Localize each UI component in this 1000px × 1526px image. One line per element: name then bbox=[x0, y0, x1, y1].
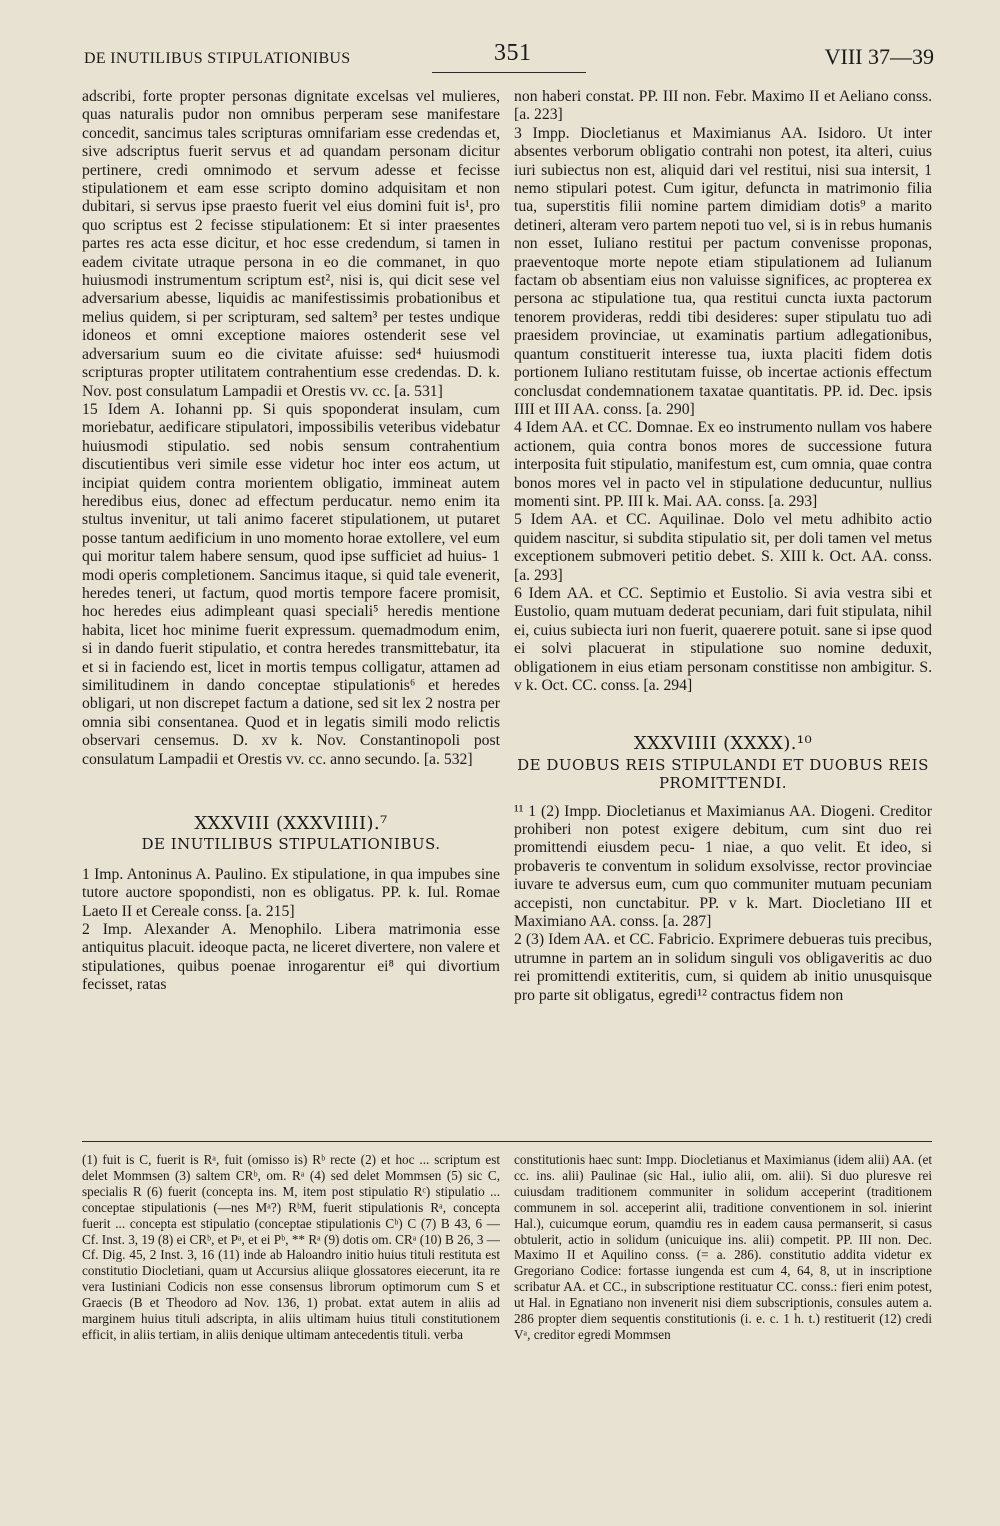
paragraph: non haberi constat. PP. III non. Febr. Maximo II et Aeliano conss. [a. 223] bbox=[514, 88, 932, 124]
left-column bbox=[82, 88, 500, 995]
paragraph: ¹¹ 1 (2) Impp. Diocletianus et Maximianus AA. Diogeni. Creditor prohiberi non potest exigere debitum, cum sint duo rei promittendi eiusdem pecu- 1 niae, a quo velit. Et ideo, si probaveris te conventum in solidum exsolvisse, rector provinciae iuvare te adversus eum, cum quo communiter mutuam pecuniam accepisti, non cunctabitur. PP. v k. Mart. Diocletiano III et Maximiano AA. conss. [a. 287] bbox=[514, 802, 932, 931]
page-number: 351 bbox=[494, 40, 532, 66]
section-subtitle: DE INUTILIBUS STIPULATIONIBUS. bbox=[141, 835, 441, 854]
paragraph: 15 Idem A. Iohanni pp. Si quis spoponderat insulam, cum moriebatur, aedificare stipulatori, impossibilis veteribus videbatur huiusmodi stipulatio. sed nobis sensum contrahentium discutientibus veri simile esse videtur hoc inter eos actum, ut incipiat quidem contra morientem obligatio, immineat autem heredibus eius, donec ad effectum perducatur. nemo enim ita stultus invenitur, ut tali animo faceret stipulationem, ut putaret posse tantum aedificium in uno momento horae extollere, vel eum qui moritur talem habere sensum, quod ipse sufficiet ad huius- 1 modi operis completionem. Sancimus itaque, si quid tale evenerit, heredes teneri, ut factum, quod mortis tempore facere promisit, hoc heredes eius adimpleant quasi speciali⁵ heredis mentione habita, licet hoc minime fuerit expressum. quemadmodum enim, si in dando fuerit stipulatio, et contra heredes transmittebatur, ita et si in faciendo est, licet in mortis tempus colligatur, attamen ad similitudinem in dando conceptae stipulationis⁶ et heredes obligari, ut non discrepet factum a datione, sed sit lex 2 nostra per omnia sibi consentanea. Quod et in legatis simili modo relictis observari censemus. D. xv k. Nov. Constantinopoli post consulatum Lampadii et Orestis vv. cc. anno secundo. [a. 532] bbox=[82, 400, 500, 768]
section-heading bbox=[82, 815, 500, 854]
paragraph: 4 Idem AA. et CC. Domnae. Ex eo instrumento nullam vos habere actionem, quia contra bonos mores de successione futura interposita fuit stipulatio, manifestum est, cum omnia, quae contra bonos mores vel in pacto vel in stipulatione deducuntur, nullius momenti sint. PP. III k. Mai. AA. conss. [a. 293] bbox=[514, 419, 932, 510]
section-title: XXXVIII (XXXVIIII).⁷ bbox=[194, 813, 388, 835]
paragraph: 2 (3) Idem AA. et CC. Fabricio. Exprimere debueras tuis precibus, utrumne in partem an in solidum singuli vos obligaveritis ac duo rei promittendi extiteritis, cum, si quidem ab initio unusquisque pro parte sit obligatus, egredi¹² contractus fidem non bbox=[514, 931, 932, 1004]
paragraph: 1 Imp. Antoninus A. Paulino. Ex stipulatione, in qua impubes sine tutore auctore spopondisti, non es obligatus. PP. k. Iul. Romae Laeto II et Cereale conss. [a. 215] bbox=[82, 865, 500, 920]
section-subtitle: DE DUOBUS REIS STIPULANDI ET DUOBUS REIS PROMITTENDI. bbox=[517, 755, 929, 793]
section-heading bbox=[514, 735, 932, 792]
footnotes-right: constitutionis haec sunt: Impp. Diocletianus et Maximianus (idem alii) AA. (et cc. ins. alii) Paulinae (sic Hal., iulio alii, om. alii). Si duo pluresve rei cuiusdam traditionem communiter in solidum acceperint (traditionem communem in sol. acceperint alii, traditione conventionem in sol. inierint Hal.), cuicumque eorum, quamdiu res in eadem causa permanserit, si casus obtulerit, actio in solidum (unicuique ins. alii) competit. PP. III non. Dec. Maximo II et Aquilino conss. (= a. 286). constitutio addita videtur ex Gregoriano Codice: fortasse iungenda est cum 4, 64, 8, ut in inscriptione scribatur AA. et CC., in subscriptione restituatur CC. conss.: fieri enim potest, ut Hal. in Egnatiano non invenerit nisi diem subscriptionis, consules autem a. 286 propter diem sequentis constitutionis (i. e. c. 1 h. t.) restituerit (12) credi Vᵃ, creditor egredi Mommsen bbox=[514, 1152, 932, 1342]
paragraph: adscribi, forte propter personas dignitate excelsas vel mulieres, quas naturalis pudor non omnibus perperam sese manifestare concedit, sancimus tales scripturas omnifariam esse credendas et, sive adscriptus fuerit servus et ad quandam personam dicitur pertinere, credi omnimodo et servum adesse et fecisse stipulationem et eam esse scripto domino adquisitam et non dubitari, si servus ipse praesto fuerit vel eius domini fuit is¹, pro quo scriptus est 2 fecisse stipulationem: Et si inter praesentes partes res acta esse dicitur, et hoc esse credendum, si tamen in eadem civitate utraque persona in eo die commanet, in quo huiusmodi instrumentum scriptum est², nisi is, qui dicit sese vel adversarium abesse, liquidis ac manifestissimis probationibus et melius quidem, si per scripturam, sed saltem³ per testes undique idoneos et omni exceptione maiores ostenderit sese vel adversarium suum eo die civitate afuisse: sed⁴ huiusmodi scripturas propter utilitatem contrahentium esse credendas. D. k. Nov. post consulatum Lampadii et Orestis vv. cc. [a. 531] bbox=[82, 88, 500, 400]
footnotes-left: (1) fuit is C, fuerit is Rᵃ, fuit (omisso is) Rᵇ recte (2) et hoc ... scriptum est delet Mommsen (3) saltem CRᵇ, om. Rᵃ (4) sed delet Mommsen (5) sic C, specialis R (6) fuerit (concepta ins. M, item post stipulatio Rᶜ) stipulatio ... conceptae stipulationis (—nes Mᵃ?) RᵇM, fuerit stipulationis Rᵃ, concepta fuerit ... concepta est stipulatio (conceptae stipulationis Cᵇ) C (7) B 43, 6 — Cf. Inst. 3, 19 (8) ei CRᵇ, et Pᵃ, et ei Pᵇ, ** Rᵃ (9) dotis om. CRᵃ (10) B 26, 3 — Cf. Dig. 45, 2 Inst. 3, 16 (11) inde ab Haloandro initio huius tituli restituta est constitutio Diocletiani, quam ut Accursius aliique glossatores eiecerunt, ita re vera Iustiniani Codicis non esse consensus librorum optimorum cum S et Graecis (B et Theodoro ad Nov. 136, 1) probat. extat autem in aliis ad marginem huius tituli adscripta, in aliis ultimam huius tituli constitutionem efficit, in aliis tertiam, in aliis denique ultimam antecedentis tituli. verba bbox=[82, 1152, 500, 1342]
section-title: XXXVIIII (XXXX).¹⁰ bbox=[633, 733, 813, 755]
running-header bbox=[84, 40, 934, 80]
header-title: DE INUTILIBUS STIPULATIONIBUS bbox=[84, 50, 351, 67]
paragraph: 6 Idem AA. et CC. Septimio et Eustolio. Si avia vestra sibi et Eustolio, quam mutuam dederat pecuniam, dari fuit stipulata, nihil ei, cuius subiecta iuri non fuerit, quaerere potuit. sane si ipse quod ei solvi placuerat in stipulatione suo nomine deduxit, obligationem in eius etiam personam constitisse non ambigitur. S. v k. Oct. CC. conss. [a. 294] bbox=[514, 584, 932, 694]
paragraph: 5 Idem AA. et CC. Aquilinae. Dolo vel metu adhibito actio quidem nascitur, si subdita stipulatio sit, per doli tamen vel metus exceptionem submoveri petitio debet. S. XIII k. Oct. AA. conss. [a. 293] bbox=[514, 511, 932, 584]
header-rule bbox=[432, 72, 586, 73]
paragraph: 2 Imp. Alexander A. Menophilo. Libera matrimonia esse antiquitus placuit. ideoque pacta, ne liceret divertere, non valere et stipulationes, quibus poenae inrogarentur ei⁸ qui divortium fecisset, ratas bbox=[82, 921, 500, 994]
footnote-rule bbox=[82, 1141, 932, 1142]
paragraph: 3 Impp. Diocletianus et Maximianus AA. Isidoro. Ut inter absentes verborum obligatio contrahi non potest, ita alteri, cuius iuri subiectus non est, aliquid dari vel restitui, nisi sua intersit, 1 nemo stipulari potest. Cum igitur, defuncta in matrimonio filia tua, superstitis filii nomine partem dimidiam dotis⁹ a marito detineri, alteram vero partem nepoti tuo vel, si is in rebus humanis non esset, Iuliano restitui per pactum convenisse proponas, praeventoque morte nepote etiam stipulationem ad Iulianum factam ob absentiam eius non valuisse significes, ac propterea ex persona ac stipulatione tua, qua restitui cuncta iuxta pactorum tenorem provideras, reddi tibi desideres: super stipulatu tuo adi praesidem provinciae, ut examinatis partium adlegationibus, quantum constituerit interesse tua, iuxta placiti fidem dotis portionem Iuliano restitutam fuisse, ob incertae actionis effectum conclusdat condemnationem taxatae quantitatis. PP. id. Dec. ipsis IIII et III AA. conss. [a. 290] bbox=[514, 124, 932, 418]
right-column bbox=[514, 88, 932, 1005]
header-section-ref: VIII 37—39 bbox=[824, 44, 934, 69]
